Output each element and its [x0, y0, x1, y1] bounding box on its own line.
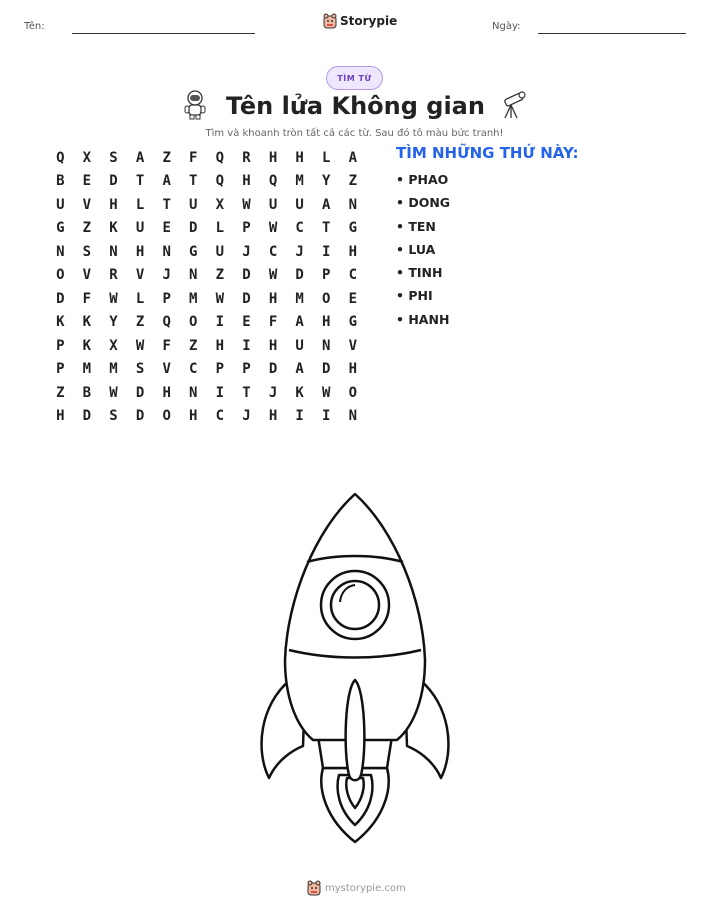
grid-letter[interactable]: D [82, 408, 92, 425]
date-field[interactable] [538, 33, 686, 34]
grid-letter[interactable]: C [215, 408, 225, 425]
grid-row [47, 287, 366, 311]
grid-letter[interactable]: Z [162, 149, 171, 166]
grid-letter[interactable]: H [268, 149, 278, 166]
grid-letter[interactable]: S [82, 243, 92, 260]
grid-letter[interactable]: C [295, 220, 304, 237]
grid-letter[interactable]: G [348, 314, 358, 331]
grid-letter[interactable]: T [162, 196, 171, 213]
grid-letter[interactable]: H [268, 337, 278, 354]
grid-letter[interactable]: F [189, 149, 198, 166]
name-field[interactable] [72, 33, 255, 34]
grid-letter[interactable]: O [162, 408, 171, 425]
grid-letter[interactable]: W [322, 384, 331, 401]
word-item: • TEN [396, 218, 436, 234]
grid-letter[interactable]: I [215, 314, 225, 331]
grid-letter[interactable]: N [348, 408, 358, 425]
grid-letter[interactable]: Z [348, 173, 358, 190]
grid-letter[interactable]: R [242, 149, 251, 166]
grid-letter[interactable]: O [322, 290, 331, 307]
grid-letter[interactable]: E [242, 314, 251, 331]
grid-letter[interactable]: D [322, 361, 331, 378]
grid-letter[interactable]: D [135, 408, 145, 425]
brand-logo [323, 13, 397, 29]
grid-letter[interactable]: K [82, 337, 92, 354]
grid-letter[interactable]: C [189, 361, 198, 378]
grid-letter[interactable]: I [322, 408, 331, 425]
footer-url: mystorypie.com [325, 882, 406, 894]
grid-letter[interactable]: H [268, 290, 278, 307]
page-title: Tên lửa Không gian [226, 92, 485, 120]
grid-letter[interactable]: M [82, 361, 92, 378]
grid-letter[interactable]: Z [135, 314, 145, 331]
grid-letter[interactable]: B [82, 384, 92, 401]
grid-letter[interactable]: Z [215, 267, 225, 284]
rocket-illustration [255, 490, 455, 850]
grid-letter[interactable]: N [189, 267, 198, 284]
grid-letter[interactable]: Q [215, 149, 225, 166]
grid-row [47, 405, 366, 429]
grid-letter[interactable]: Y [322, 173, 331, 190]
grid-letter[interactable]: W [109, 384, 118, 401]
grid-letter[interactable]: V [135, 267, 145, 284]
grid-letter[interactable]: X [109, 337, 118, 354]
grid-letter[interactable]: I [295, 408, 304, 425]
grid-letter[interactable]: U [295, 337, 304, 354]
grid-letter[interactable]: J [242, 408, 251, 425]
grid-letter[interactable]: H [242, 173, 251, 190]
grid-letter[interactable]: N [348, 196, 358, 213]
grid-letter[interactable]: D [109, 173, 118, 190]
grid-row [47, 217, 366, 241]
grid-letter[interactable]: M [295, 173, 304, 190]
grid-letter[interactable]: A [348, 149, 358, 166]
name-label: Tên: [24, 21, 45, 32]
date-label: Ngày: [492, 21, 521, 32]
grid-letter[interactable]: P [56, 361, 65, 378]
grid-letter[interactable]: H [295, 149, 304, 166]
storypie-mascot-icon [323, 13, 337, 29]
grid-letter[interactable]: D [242, 267, 251, 284]
grid-row [47, 193, 366, 217]
grid-letter[interactable]: F [162, 337, 171, 354]
grid-letter[interactable]: P [56, 337, 65, 354]
telescope-icon [497, 90, 527, 120]
grid-letter[interactable]: A [322, 196, 331, 213]
grid-letter[interactable]: H [322, 314, 331, 331]
grid-letter[interactable]: I [242, 337, 251, 354]
grid-letter[interactable]: C [268, 243, 278, 260]
grid-letter[interactable]: U [268, 196, 278, 213]
grid-letter[interactable]: R [109, 267, 118, 284]
grid-letter[interactable]: T [242, 384, 251, 401]
grid-letter[interactable]: B [56, 173, 65, 190]
grid-letter[interactable]: P [242, 220, 251, 237]
storypie-mascot-icon [307, 880, 321, 896]
grid-letter[interactable]: E [162, 220, 171, 237]
grid-letter[interactable]: N [162, 243, 171, 260]
grid-letter[interactable]: Y [109, 314, 118, 331]
grid-letter[interactable]: V [348, 337, 358, 354]
grid-letter[interactable]: X [215, 196, 225, 213]
grid-letter[interactable]: W [109, 290, 118, 307]
word-item: • DONG [396, 195, 451, 211]
brand-name: Storypie [340, 14, 398, 28]
grid-letter[interactable]: I [215, 384, 225, 401]
grid-letter[interactable]: G [189, 243, 198, 260]
grid-letter[interactable]: U [56, 196, 65, 213]
grid-letter[interactable]: M [189, 290, 198, 307]
grid-letter[interactable]: N [189, 384, 198, 401]
grid-letter[interactable]: A [162, 173, 171, 190]
grid-letter[interactable]: K [295, 384, 304, 401]
grid-letter[interactable]: M [109, 361, 118, 378]
instructions: Tìm và khoanh tròn tất cả các từ. Sau đó tô màu bức tranh! [205, 128, 504, 139]
grid-letter[interactable]: N [56, 243, 65, 260]
grid-row [47, 240, 366, 264]
grid-letter[interactable]: P [242, 361, 251, 378]
grid-letter[interactable]: H [162, 384, 171, 401]
grid-letter[interactable]: I [322, 243, 331, 260]
grid-letter[interactable]: L [322, 149, 331, 166]
grid-letter[interactable]: H [135, 243, 145, 260]
grid-row [47, 146, 366, 170]
grid-letter[interactable]: X [82, 149, 92, 166]
grid-letter[interactable]: D [189, 220, 198, 237]
grid-letter[interactable]: D [295, 267, 304, 284]
grid-letter[interactable]: T [322, 220, 331, 237]
grid-letter[interactable]: U [189, 196, 198, 213]
grid-letter[interactable]: L [215, 220, 225, 237]
grid-letter[interactable]: U [215, 243, 225, 260]
grid-letter[interactable]: A [295, 361, 304, 378]
word-item: • TINH [396, 265, 443, 281]
grid-letter[interactable]: P [215, 361, 225, 378]
grid-letter[interactable]: E [348, 290, 358, 307]
grid-letter[interactable]: Q [162, 314, 171, 331]
grid-letter[interactable]: N [109, 243, 118, 260]
grid-letter[interactable]: N [322, 337, 331, 354]
grid-letter[interactable]: D [268, 361, 278, 378]
grid-letter[interactable]: W [242, 196, 251, 213]
grid-letter[interactable]: V [162, 361, 171, 378]
grid-letter[interactable]: V [82, 196, 92, 213]
grid-letter[interactable]: D [242, 290, 251, 307]
grid-letter[interactable]: H [268, 408, 278, 425]
grid-letter[interactable]: P [322, 267, 331, 284]
grid-row [47, 264, 366, 288]
grid-letter[interactable]: P [162, 290, 171, 307]
grid-letter[interactable]: J [268, 384, 278, 401]
grid-letter[interactable]: E [82, 173, 92, 190]
grid-letter[interactable]: D [135, 384, 145, 401]
grid-letter[interactable]: D [56, 290, 65, 307]
grid-letter[interactable]: H [215, 337, 225, 354]
word-item: • PHAO [396, 172, 449, 187]
grid-row [47, 334, 366, 358]
grid-letter[interactable]: W [215, 290, 225, 307]
grid-letter[interactable]: Q [56, 149, 65, 166]
grid-letter[interactable]: K [82, 314, 92, 331]
grid-letter[interactable]: S [109, 149, 118, 166]
word-item: • HANH [396, 311, 450, 327]
grid-letter[interactable]: H [348, 361, 358, 378]
grid-letter[interactable]: W [268, 220, 278, 237]
grid-letter[interactable]: V [82, 267, 92, 284]
grid-row [47, 381, 366, 405]
grid-row [47, 170, 366, 194]
grid-letter[interactable]: O [56, 267, 65, 284]
grid-letter[interactable]: G [56, 220, 65, 237]
grid-letter[interactable]: F [268, 314, 278, 331]
grid-letter[interactable]: J [242, 243, 251, 260]
grid-letter[interactable]: H [109, 196, 118, 213]
word-item: • PHI [396, 288, 433, 304]
grid-letter[interactable]: Q [268, 173, 278, 190]
grid-letter[interactable]: L [135, 290, 145, 307]
grid-letter[interactable]: M [295, 290, 304, 307]
grid-letter[interactable]: J [162, 267, 171, 284]
grid-letter[interactable]: H [56, 408, 65, 425]
grid-letter[interactable]: S [109, 408, 118, 425]
grid-letter[interactable]: W [135, 337, 145, 354]
activity-badge: TÌM TỪ [326, 66, 383, 90]
grid-letter[interactable]: L [135, 196, 145, 213]
grid-letter[interactable]: W [268, 267, 278, 284]
grid-letter[interactable]: Z [189, 337, 198, 354]
grid-row [47, 358, 366, 382]
grid-letter[interactable]: K [109, 220, 118, 237]
grid-letter[interactable]: U [135, 220, 145, 237]
grid-letter[interactable]: T [135, 173, 145, 190]
word-list-title: TÌM NHỮNG THỨ NÀY: [396, 144, 579, 162]
grid-letter[interactable]: U [295, 196, 304, 213]
grid-letter[interactable]: H [348, 243, 358, 260]
grid-row [47, 311, 366, 335]
grid-letter[interactable]: S [135, 361, 145, 378]
footer [307, 880, 406, 896]
grid-letter[interactable]: Z [56, 384, 65, 401]
grid-letter[interactable]: O [189, 314, 198, 331]
grid-letter[interactable]: T [189, 173, 198, 190]
word-search-grid[interactable] [47, 146, 366, 428]
grid-letter[interactable]: G [348, 220, 358, 237]
grid-letter[interactable]: F [82, 290, 92, 307]
grid-letter[interactable]: J [295, 243, 304, 260]
grid-letter[interactable]: O [348, 384, 358, 401]
grid-letter[interactable]: Q [215, 173, 225, 190]
grid-letter[interactable]: H [189, 408, 198, 425]
astronaut-icon [183, 90, 207, 120]
grid-letter[interactable]: A [295, 314, 304, 331]
word-item: • LUA [396, 241, 436, 257]
word-list [396, 171, 450, 334]
grid-letter[interactable]: A [135, 149, 145, 166]
grid-letter[interactable]: Z [82, 220, 92, 237]
grid-letter[interactable]: C [348, 267, 358, 284]
grid-letter[interactable]: K [56, 314, 65, 331]
